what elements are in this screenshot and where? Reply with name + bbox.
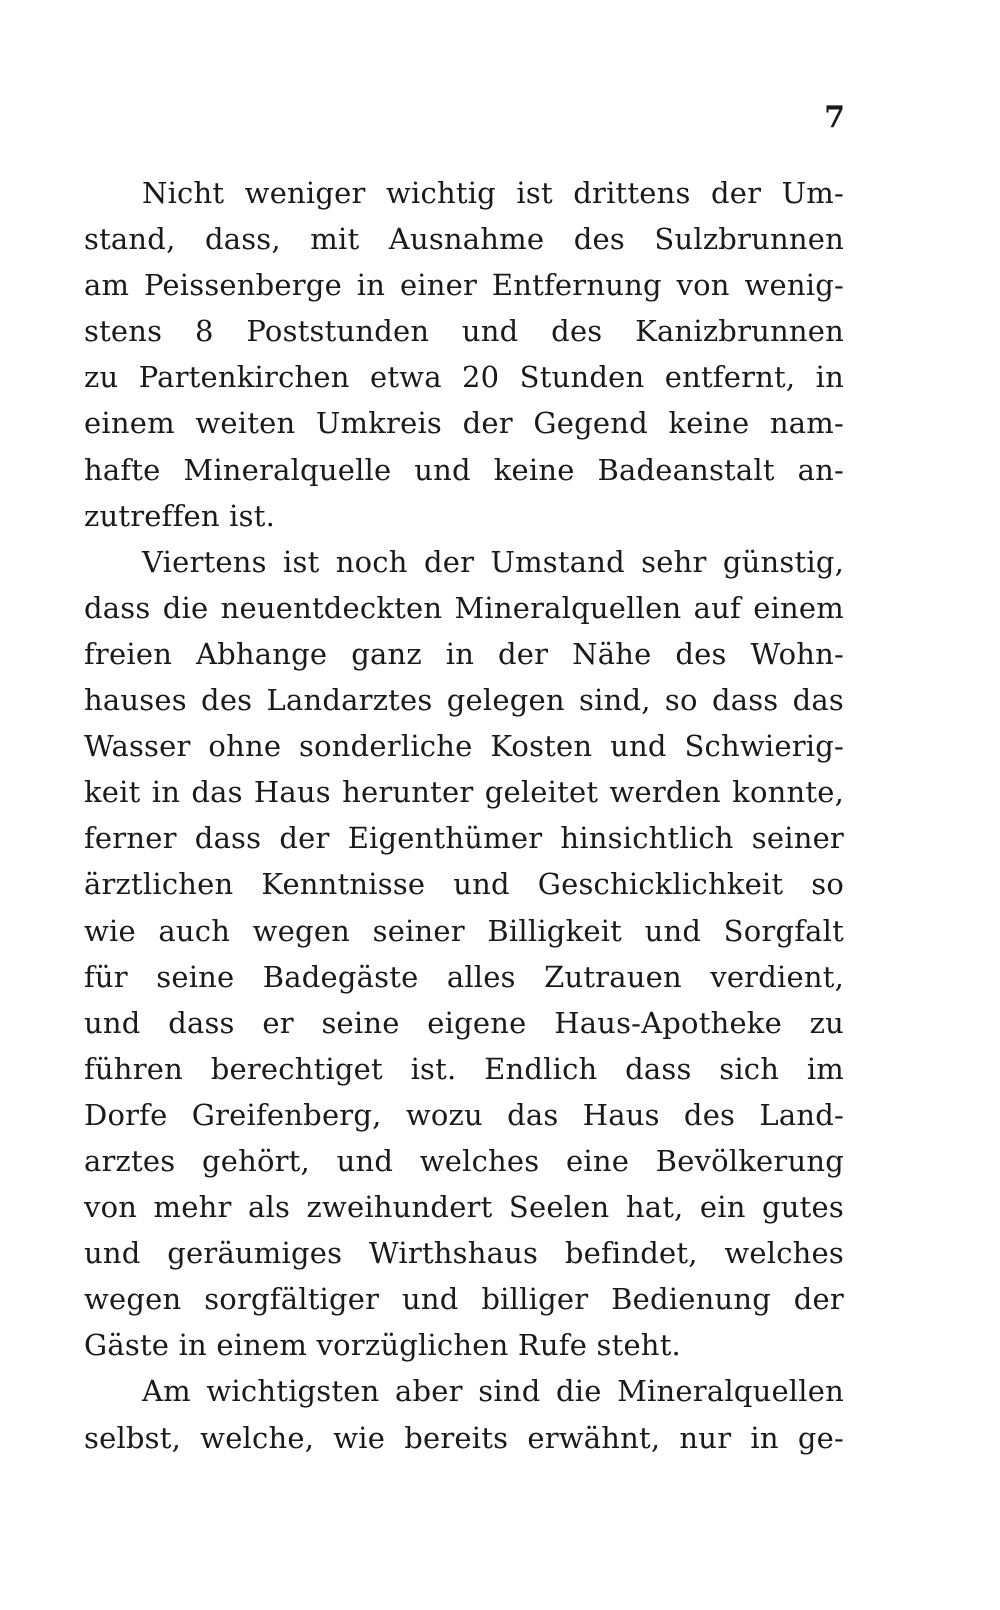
text-line: wie auch wegen seiner Billigkeit und Sorgfalt (84, 913, 844, 948)
text-line: ferner dass der Eigenthümer hinsichtlich seiner (84, 821, 844, 856)
text-line: zutreffen ist. (84, 498, 275, 533)
text-line: Viertens ist noch der Umstand sehr günstig, (142, 544, 844, 579)
text-line: ärztlichen Kenntnisse und Geschicklichkeit so (84, 867, 844, 902)
text-line: Wasser ohne sonderliche Kosten und Schwierig- (84, 729, 844, 764)
text-line: Nicht weniger wichtig ist drittens der Um- (142, 176, 844, 210)
text-line: und dass er seine eigene Haus-Apotheke zu (84, 1005, 844, 1040)
text-line: Am wichtigsten aber sind die Mineralquellen (142, 1374, 844, 1409)
text-line: dass die neuentdeckten Mineralquellen auf einem (84, 590, 844, 625)
text-line: zu Partenkirchen etwa 20 Stunden entfernt, in (84, 360, 844, 395)
text-line: selbst, welche, wie bereits erwähnt, nur in ge- (84, 1420, 844, 1455)
text-line: und geräumiges Wirthshaus befindet, welches (84, 1236, 844, 1271)
text-line: hauses des Landarztes gelegen sind, so dass das (84, 683, 844, 718)
text-line: Dorfe Greifenberg, wozu das Haus des Land- (84, 1097, 844, 1132)
text-line: für seine Badegäste alles Zutrauen verdient, (84, 959, 844, 994)
text-line: hafte Mineralquelle und keine Badeanstalt an- (84, 452, 844, 487)
text-line: führen berechtiget ist. Endlich dass sich im (84, 1051, 844, 1086)
text-line: freien Abhange ganz in der Nähe des Wohn- (84, 636, 844, 671)
text-line: am Peissenberge in einer Entfernung von wenig- (84, 268, 844, 303)
text-line: arztes gehört, und welches eine Bevölkerung (84, 1143, 844, 1178)
text-line: Gäste in einem vorzüglichen Rufe steht. (84, 1328, 681, 1363)
body-text (84, 170, 844, 1461)
text-line: wegen sorgfältiger und billiger Bedienung der (84, 1282, 844, 1317)
text-line: stens 8 Poststunden und des Kanizbrunnen (84, 314, 844, 349)
text-line: stand, dass, mit Ausnahme des Sulzbrunnen (84, 222, 844, 257)
text-line: keit in das Haus herunter geleitet werden konnte, (84, 775, 844, 810)
text-line: von mehr als zweihundert Seelen hat, ein gutes (84, 1190, 844, 1225)
page-number: 7 (824, 100, 845, 135)
text-line: einem weiten Umkreis der Gegend keine nam- (84, 406, 844, 441)
